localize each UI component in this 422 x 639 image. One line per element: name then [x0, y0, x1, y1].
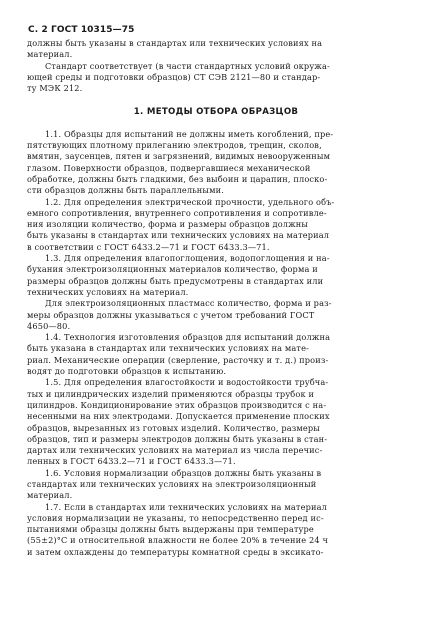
- text-line: тых и цилиндрических изделий применяются образцы трубок и: [27, 388, 315, 399]
- text-line: быть указаны в стандартах или технических условиях на материал: [27, 230, 330, 241]
- text-line: ния изоляции количество, форма и размеры образцов должны: [27, 219, 309, 230]
- paragraph-1-1: [27, 129, 405, 197]
- text-line: 1.5. Для определения влагостойкости и водостойкости трубча-: [45, 377, 329, 388]
- paragraph-1-6: [27, 468, 405, 502]
- paragraph-1-7: [27, 502, 405, 558]
- text-line: 1.7. Если в стандартах или технических условиях на материал: [45, 501, 327, 512]
- text-line: 1.3. Для определения влагопоглощения, водопоглощения и на-: [45, 253, 330, 264]
- text-line: обработке, должны быть гладкими, без выбоин и царапин, плоско-: [27, 173, 328, 184]
- text-line: водят до подготовки образцов к испытанию.: [27, 366, 227, 377]
- text-line: 4650—80.: [27, 320, 71, 331]
- text-line: размеры образцов должны быть предусмотрены в стандартах или: [27, 275, 324, 286]
- text-line: меры образцов должны указываться с учетом требований ГОСТ: [27, 309, 315, 320]
- text-line: должны быть указаны в стандартах или технических условиях на: [27, 38, 323, 48]
- text-line: ющей среды и подготовки образцов) СТ СЭВ 2121—80 и стандар-: [27, 71, 321, 82]
- paragraph-1-3: [27, 253, 405, 298]
- text-line: технических условиях на материал.: [27, 286, 189, 297]
- intro-paragraph: [27, 38, 405, 94]
- text-line: ленных в ГОСТ 6433.2—71 и ГОСТ 6433.3—71.: [27, 456, 236, 467]
- text-line: условия нормализации не указаны, то непосредственно перед ис-: [27, 512, 324, 523]
- paragraph-1-2: [27, 197, 405, 253]
- text-line: (55±2)°С и относительной влажности не более 20% в течение 24 ч: [27, 535, 329, 546]
- document-body: [27, 38, 405, 558]
- text-line: и затем охлаждены до температуры комнатной среды в эксикато-: [27, 546, 324, 557]
- text-line: глазом. Поверхности образцов, подвергавшиеся механической: [27, 162, 311, 173]
- text-line: быть указана в стандартах или технических условиях на мате-: [27, 343, 310, 354]
- text-line: цилиндров. Кондиционирование этих образцов производится с на-: [27, 399, 327, 410]
- text-line: материал.: [27, 490, 73, 501]
- text-line: пытаниями образцы должны быть выдержаны при температуре: [27, 524, 314, 535]
- text-line: риал. Механические операции (сверление, расточку и т. д.) произ-: [27, 354, 329, 365]
- paragraph-1-5: [27, 377, 405, 467]
- text-line: дартах или технических условиях на материал из числа перечис-: [27, 445, 323, 456]
- text-line: образцов, вырезанных из готовых изделий. Количество, размеры: [27, 422, 320, 433]
- text-line: бухания электроизоляционных материалов количество, форма и: [27, 264, 318, 275]
- paragraph-plastics: [27, 298, 405, 332]
- text-line: материал.: [27, 49, 73, 60]
- text-line: 1.2. Для определения электрической прочности, удельного объ-: [45, 196, 335, 207]
- text-line: емного сопротивления, внутреннего сопротивления и сопротивле-: [27, 207, 327, 218]
- text-line: 1.1. Образцы для испытаний не должны иметь коroблений, пре-: [45, 128, 334, 139]
- section-heading: 1. МЕТОДЫ ОТБОРА ОБРАЗЦОВ: [133, 107, 299, 118]
- text-line: 1.6. Условия нормализации образцов должны быть указаны в: [45, 467, 322, 478]
- text-line: пятствующих плотному прилеганию электродов, трещин, сколов,: [27, 140, 322, 151]
- page-header: С. 2 ГОСТ 10315—75: [28, 25, 135, 35]
- text-line: вмятин, заусенцев, пятен и загрязнений, видимых невооруженным: [27, 151, 331, 162]
- text-line: 1.4. Технология изготовления образцов для испытаний должна: [45, 332, 331, 343]
- text-line: ту МЭК 212.: [27, 83, 83, 94]
- text-line: образцов, тип и размеры электродов должны быть указаны в стан-: [27, 433, 328, 444]
- text-line: стандартах или технических условиях на электроизоляционный: [27, 478, 317, 489]
- text-line: Стандарт соответствует (в части стандартных условий окружа-: [45, 60, 330, 71]
- text-line: Для электроизоляционных пластмасс количество, форма и раз-: [45, 298, 332, 309]
- text-line: несенными на них электродами. Допускается применение плоских: [27, 411, 330, 422]
- text-line: сти образцов должны быть параллельными.: [27, 185, 224, 196]
- text-line: в соответствии с ГОСТ 6433.2—71 и ГОСТ 6433.3—71.: [27, 241, 270, 252]
- paragraph-1-4: [27, 332, 405, 377]
